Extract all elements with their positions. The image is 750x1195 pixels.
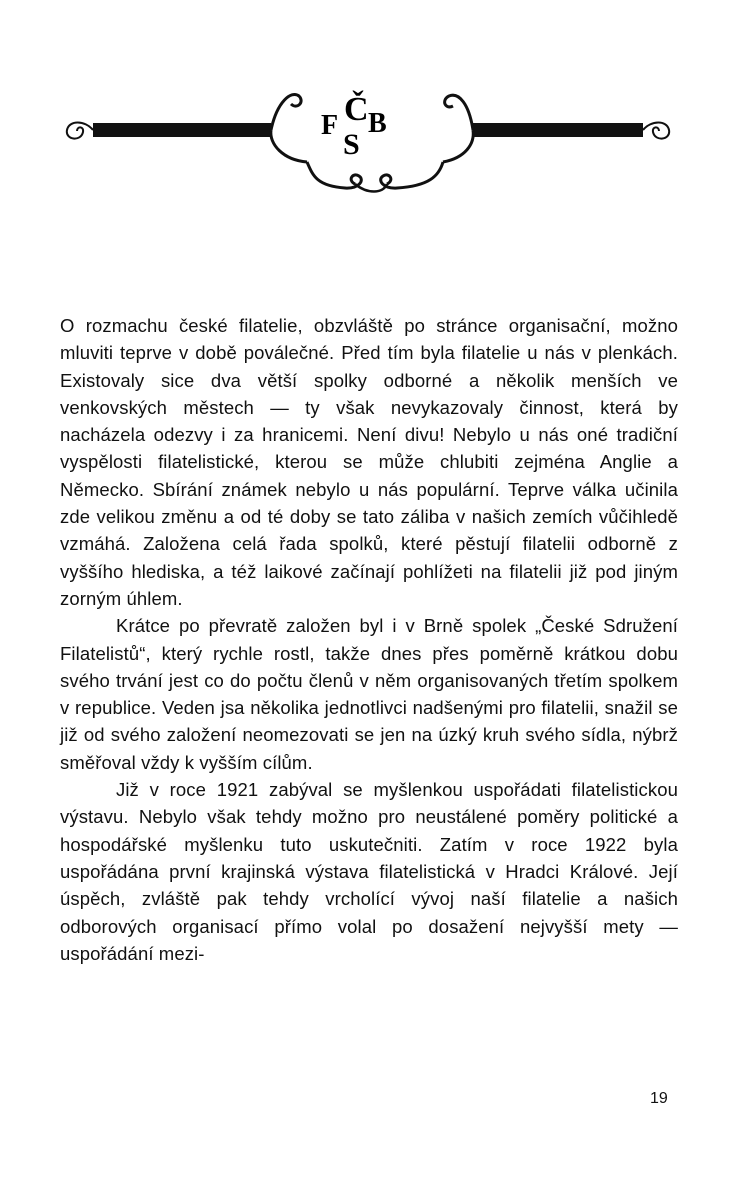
left-flourish-icon <box>67 123 93 139</box>
emblem-letter-s: S <box>343 128 360 161</box>
paragraph-1: O rozmachu české filatelie, obzvláště po stránce organisační, možno mluviti teprve v době poválečné. Před tím byla filatelie u nás v plenkách. Existovaly sice dva větší spolky odborné a několik menších ve venkovských městech — ty však nevykazovaly činnost, která by nacházela odezvy i za hranicemi. Není divu! Nebylo u nás oné tradiční vyspělosti filatelistické, kterou se může chlubiti zejména Anglie a Německo. Sbírání známek nebylo u nás populární. Teprve válka učinila zde velikou změnu a od té doby se tato záliba v našich zemích vůčihledě vzmáhá. Založena celá řada spolků, které pěstují filatelii odborně z vyššího hlediska, a též laikové začínají pohlížeti na filatelii již pod jiným zorným úhlem. <box>60 315 678 609</box>
left-curl-icon <box>271 94 301 130</box>
right-curl-icon <box>445 95 473 130</box>
right-ornament-bar <box>473 123 643 137</box>
bottom-swoop-icon <box>307 162 361 188</box>
paragraph-3: Již v roce 1921 zabýval se myšlenkou uspořádati filatelistickou výstavu. Nebylo však tehdy možno pro neustálené poměry politické a hospodářské myšlenku tuto uskutečniti. Zatím v roce 1922 byla uspořádána první krajinská výstava filatelistická v Hradci Králové. Její úspěch, zvláště pak tehdy vrcholící vývoj naší filatelie a našich odborových organisací přímo volal po dosažení nejvyšší mety — uspořádání mezi- <box>60 779 678 964</box>
emblem-ornament <box>55 68 695 208</box>
emblem-letter-f: F <box>321 110 339 141</box>
page-number: 19 <box>650 1090 668 1107</box>
left-ornament-bar <box>93 123 271 137</box>
emblem-letter-b: B <box>368 108 387 139</box>
right-flourish-icon <box>643 123 669 139</box>
society-emblem-header <box>55 68 695 208</box>
page-body <box>60 312 678 967</box>
paragraph-2: Krátce po převratě založen byl i v Brně spolek „České Sdružení Filatelistů“, který rychle rostl, takže dnes přes poměrně krátkou dobu svého trvání jest co do počtu členů v něm organisovaných třetím spolkem v republice. Veden jsa několika jednotlivci nadšenými pro filatelii, snažil se již od svého založení neomezovati se jen na úzký kruh svého sídla, nýbrž směřoval vždy k vyšším cílům. <box>60 615 678 773</box>
emblem-letter-c-caron: Č <box>344 91 369 128</box>
